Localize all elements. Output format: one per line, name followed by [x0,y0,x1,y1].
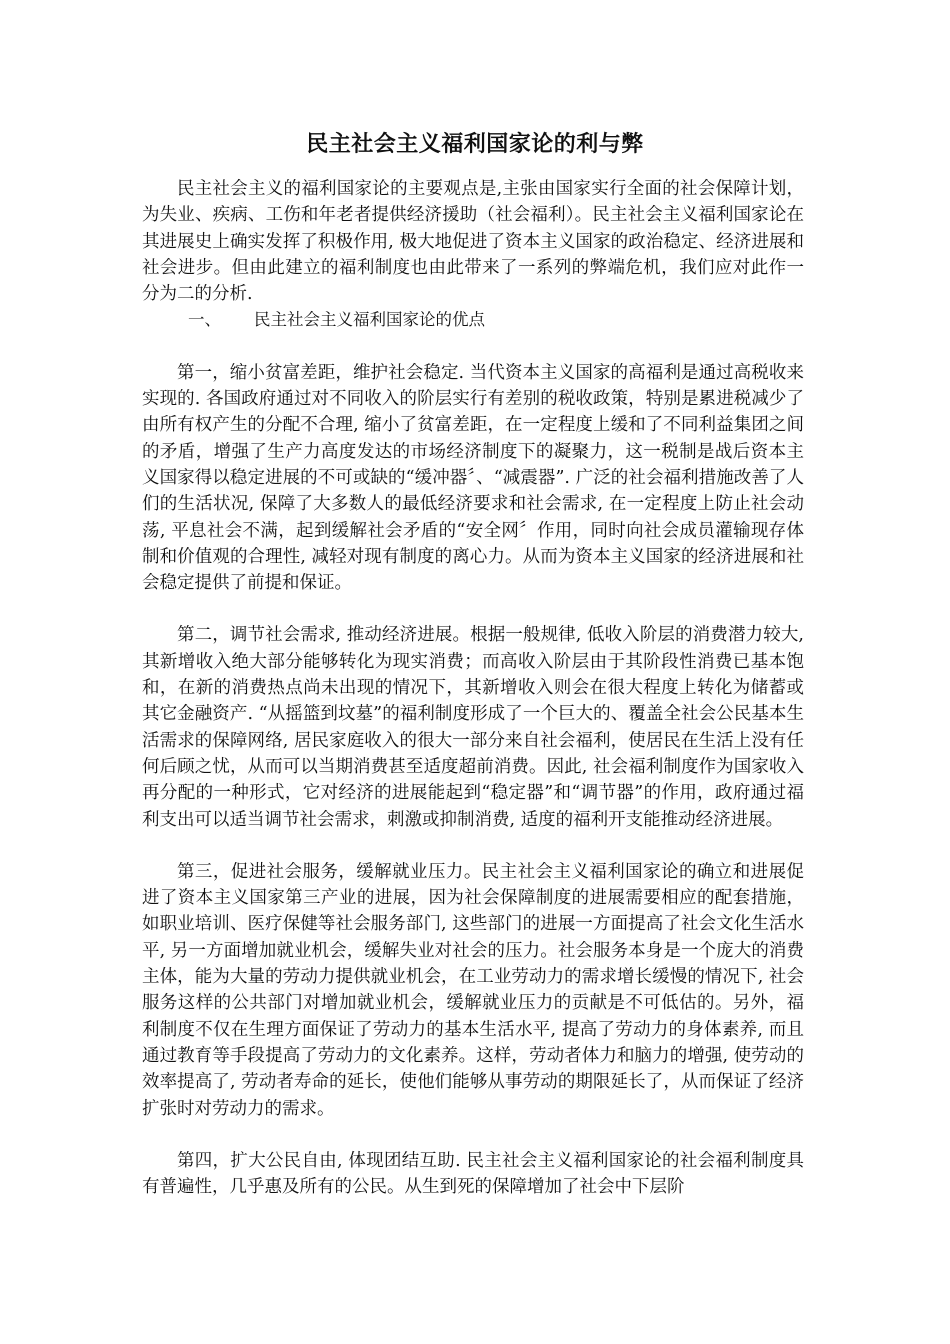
section-title: 民主社会主义福利国家论的优点 [254,310,485,330]
section-heading [142,307,804,333]
intro-paragraph: 民主社会主义的福利国家论的主要观点是,主张由国家实行全面的社会保障计划，为失业、疾病、工伤和年老者提供经济援助（社会福利）。民主社会主义福利国家论在其进展史上确实发挥了积极作用, 极大地促进了资本主义国家的政治稳定、经济进展和社会进步。但由此建立的福利制度也由此带来了一系列的弊端危机，我们应对此作一分为二的分析. [142,179,804,305]
document-title: 民主社会主义福利国家论的利与弊 [306,132,644,157]
document-body [142,176,804,1200]
paragraph-4: 第四，扩大公民自由, 体现团结互助. 民主社会主义福利国家论的社会福利制度具有普遍性，几乎惠及所有的公民。从生到死的保障增加了社会中下层阶 [142,1150,804,1198]
paragraph-1: 第一，缩小贫富差距，维护社会稳定. 当代资本主义国家的高福利是通过高税收来实现的. 各国政府通过对不同收入的阶层实行有差别的税收政策，特别是累进税减少了由所有权产生的分配不合理, 缩小了贫富差距，在一定程度上缓和了不同利益集团之间的矛盾，增强了生产力高度发达的市场经济制度下的凝聚力，这一税制是战后资本主义国家得以稳定进展的不可或缺的“缓冲器〞、“减震器”. 广泛的社会福利措施改善了人们的生活状况, 保障了大多数人的最低经济要求和社会需求, 在一定程度上防止社会动荡, 平息社会不满，起到缓解社会矛盾的“安全网〞作用，同时向社会成员灌输现存体制和价值观的合理性, 减轻对现有制度的离心力。从而为资本主义国家的经济进展和社会稳定提供了前提和保证。 [142,362,804,594]
section-number: 一、 [188,310,221,330]
paragraph-2: 第二，调节社会需求, 推动经济进展。根据一般规律, 低收入阶层的消费潜力较大, 其新增收入绝大部分能够转化为现实消费；而高收入阶层由于其阶段性消费已基本饱和，在新的消费热点尚未出现的情况下，其新增收入则会在很大程度上转化为储蓄或其它金融资产. “从摇篮到坟墓”的福利制度形成了一个巨大的、覆盖全社会公民基本生活需求的保障网络, 居民家庭收入的很大一部分来自社会福利，使居民在生活上没有任何后顾之忧，从而可以当期消费甚至适度超前消费。因此, 社会福利制度作为国家收入再分配的一种形式，它对经济的进展能起到“稳定器”和“调节器”的作用，政府通过福利支出可以适当调节社会需求，刺激或抑制消费, 适度的福利开支能推动经济进展。 [142,625,804,830]
paragraph-3: 第三，促进社会服务，缓解就业压力。民主社会主义福利国家论的确立和进展促进了资本主义国家第三产业的进展，因为社会保障制度的进展需要相应的配套措施，如职业培训、医疗保健等社会服务部门, 这些部门的进展一方面提高了社会文化生活水平, 另一方面增加就业机会，缓解失业对社会的压力。社会服务本身是一个庞大的消费主体，能为大量的劳动力提供就业机会，在工业劳动力的需求增长缓慢的情况下, 社会服务这样的公共部门对增加就业机会，缓解就业压力的贡献是不可低估的。另外，福利制度不仅在生理方面保证了劳动力的基本生活水平, 提高了劳动力的身体素养, 而且通过教育等手段提高了劳动力的文化素养。这样，劳动者体力和脑力的增强, 使劳动的效率提高了, 劳动者寿命的延长，使他们能够从事劳动的期限延长了，从而保证了经济扩张时对劳动力的需求。 [142,861,804,1119]
